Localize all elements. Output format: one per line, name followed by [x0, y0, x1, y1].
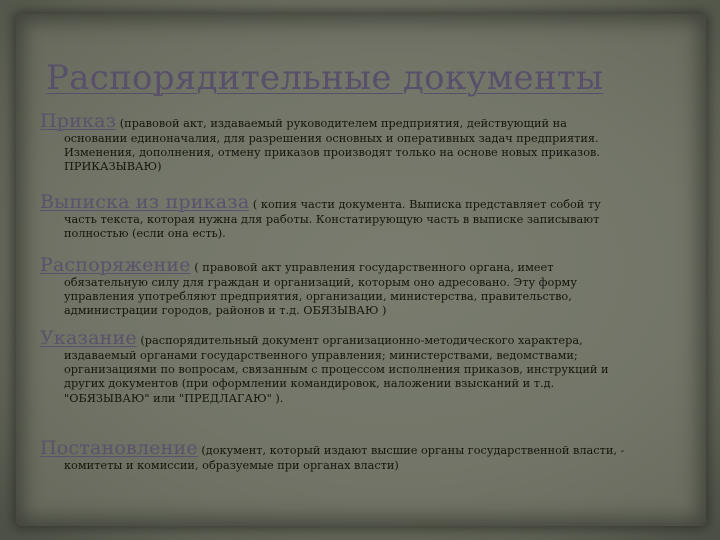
definition-body — [40, 459, 680, 473]
definition-line: обязательную силу для граждан и организаций, которым оно адресовано. Эту форму — [64, 276, 577, 289]
definition-line: администрации городов, районов и т.д. ОБЯЗЫВАЮ ) — [64, 304, 387, 318]
definition-line: полностью (если она есть). — [64, 227, 226, 241]
definition-first-line — [40, 254, 680, 276]
definition-body — [40, 349, 680, 406]
definition-entry-ukazanie — [40, 327, 680, 406]
definition-line: часть текста, которая нужна для работы. Констатирующую часть в выписке записывают — [64, 213, 600, 226]
slide-title: Распорядительные документы — [46, 58, 604, 98]
definition-line: Изменения, дополнения, отмену приказов производят только на основе новых приказов. — [64, 146, 600, 160]
definition-line: организациями по вопросам, связанным с процессом исполнения приказов, инструкций и — [64, 363, 609, 377]
definition-term: Постановление — [40, 437, 198, 459]
definition-entry-prikaz — [40, 110, 680, 175]
definition-lead: (распорядительный документ организационно-методического характера, — [136, 334, 583, 347]
definition-lead: ( правовой акт управления государственного органа, имеет — [190, 261, 554, 274]
definition-line: основании единоначалия, для разрешения основных и оперативных задач предприятия. — [64, 132, 599, 145]
definition-first-line — [40, 437, 680, 459]
definition-lead: ( копия части документа. Выписка представляет собой ту — [249, 198, 601, 211]
definition-lead: (правовой акт, издаваемый руководителем предприятия, действующий на — [116, 117, 567, 130]
definition-line: ПРИКАЗЫВАЮ) — [64, 160, 162, 174]
definition-line: комитеты и комиссии, образуемые при органах власти) — [64, 459, 399, 472]
definition-term: Выписка из приказа — [40, 191, 250, 213]
definition-term: Распоряжение — [40, 254, 191, 276]
definition-line: издаваемый органами государственного управления; министерствами, ведомствами; — [64, 349, 578, 362]
definition-first-line — [40, 110, 680, 132]
definition-term: Приказ — [40, 110, 117, 132]
definition-entry-rasporyazhenie — [40, 254, 680, 319]
definition-first-line — [40, 327, 680, 349]
definition-line: других документов (при оформлении командировок, наложении взысканий и т.д. — [64, 377, 555, 391]
definition-term: Указание — [40, 327, 137, 349]
definition-entry-vypiska — [40, 191, 680, 241]
definition-body — [40, 276, 680, 319]
definition-body — [40, 213, 680, 241]
definition-body — [40, 132, 680, 175]
definition-line: управления употребляют предприятия, организации, министерства, правительство, — [64, 290, 572, 304]
definition-lead: (документ, который издают высшие органы государственной власти, - — [197, 444, 625, 457]
definition-line: "ОБЯЗЫВАЮ" или "ПРЕДЛАГАЮ" ). — [64, 391, 284, 405]
definition-first-line — [40, 191, 680, 213]
definition-entry-postanovlenie — [40, 437, 680, 473]
